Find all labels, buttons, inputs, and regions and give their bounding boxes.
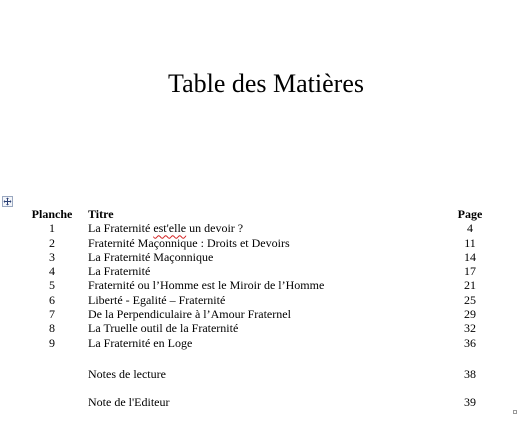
title-part: La Fraternité bbox=[88, 221, 154, 236]
page-number: 39 bbox=[464, 395, 476, 410]
planche-title: La Fraternité bbox=[88, 264, 151, 279]
extra-title: Note de l'Editeur bbox=[88, 395, 170, 410]
page-title: Table des Matières bbox=[168, 69, 364, 98]
page-number: 32 bbox=[464, 321, 476, 336]
planche-number: 3 bbox=[49, 249, 55, 264]
page-number: 36 bbox=[464, 335, 476, 350]
planche-title: De la Perpendiculaire à l’Amour Fraternel bbox=[88, 307, 291, 322]
header-page: Page bbox=[457, 207, 483, 221]
planche-title: Liberté - Egalité – Fraternité bbox=[88, 292, 226, 307]
move-arrows-icon bbox=[3, 197, 12, 206]
planche-number: 6 bbox=[49, 292, 55, 307]
planche-number: 8 bbox=[49, 321, 55, 336]
planche-number: 1 bbox=[49, 221, 55, 236]
page-number: 21 bbox=[464, 278, 476, 293]
page-number: 38 bbox=[464, 366, 476, 381]
page-number: 29 bbox=[464, 307, 476, 322]
header-planche: Planche bbox=[31, 207, 73, 221]
table-move-handle[interactable] bbox=[2, 196, 13, 207]
table-resize-handle[interactable] bbox=[513, 410, 517, 414]
planche-number: 2 bbox=[49, 235, 55, 250]
extra-title: Notes de lecture bbox=[88, 366, 166, 381]
planche-title: La Fraternité Maçonnique bbox=[88, 249, 214, 264]
header-titre: Titre bbox=[88, 207, 114, 221]
planche-title: Fraternité ou l’Homme est le Miroir de l’Homme bbox=[88, 278, 325, 293]
planche-title: Fraternité Maçonnique : Droits et Devoirs bbox=[88, 235, 290, 250]
planche-number: 9 bbox=[49, 335, 55, 350]
page-number: 25 bbox=[464, 292, 476, 307]
page-number: 11 bbox=[464, 235, 476, 250]
planche-number: 5 bbox=[49, 278, 55, 293]
planche-title bbox=[88, 221, 243, 235]
planche-number: 4 bbox=[49, 264, 55, 279]
page-number: 4 bbox=[467, 221, 473, 236]
title-part: un devoir ? bbox=[186, 221, 244, 236]
spellcheck-flagged-word[interactable]: est'elle bbox=[153, 221, 187, 236]
planche-title: La Truelle outil de la Fraternité bbox=[88, 321, 239, 336]
planche-number: 7 bbox=[49, 307, 55, 322]
planche-title: La Fraternité en Loge bbox=[88, 335, 193, 350]
page-number: 17 bbox=[464, 264, 476, 279]
page-number: 14 bbox=[464, 249, 476, 264]
